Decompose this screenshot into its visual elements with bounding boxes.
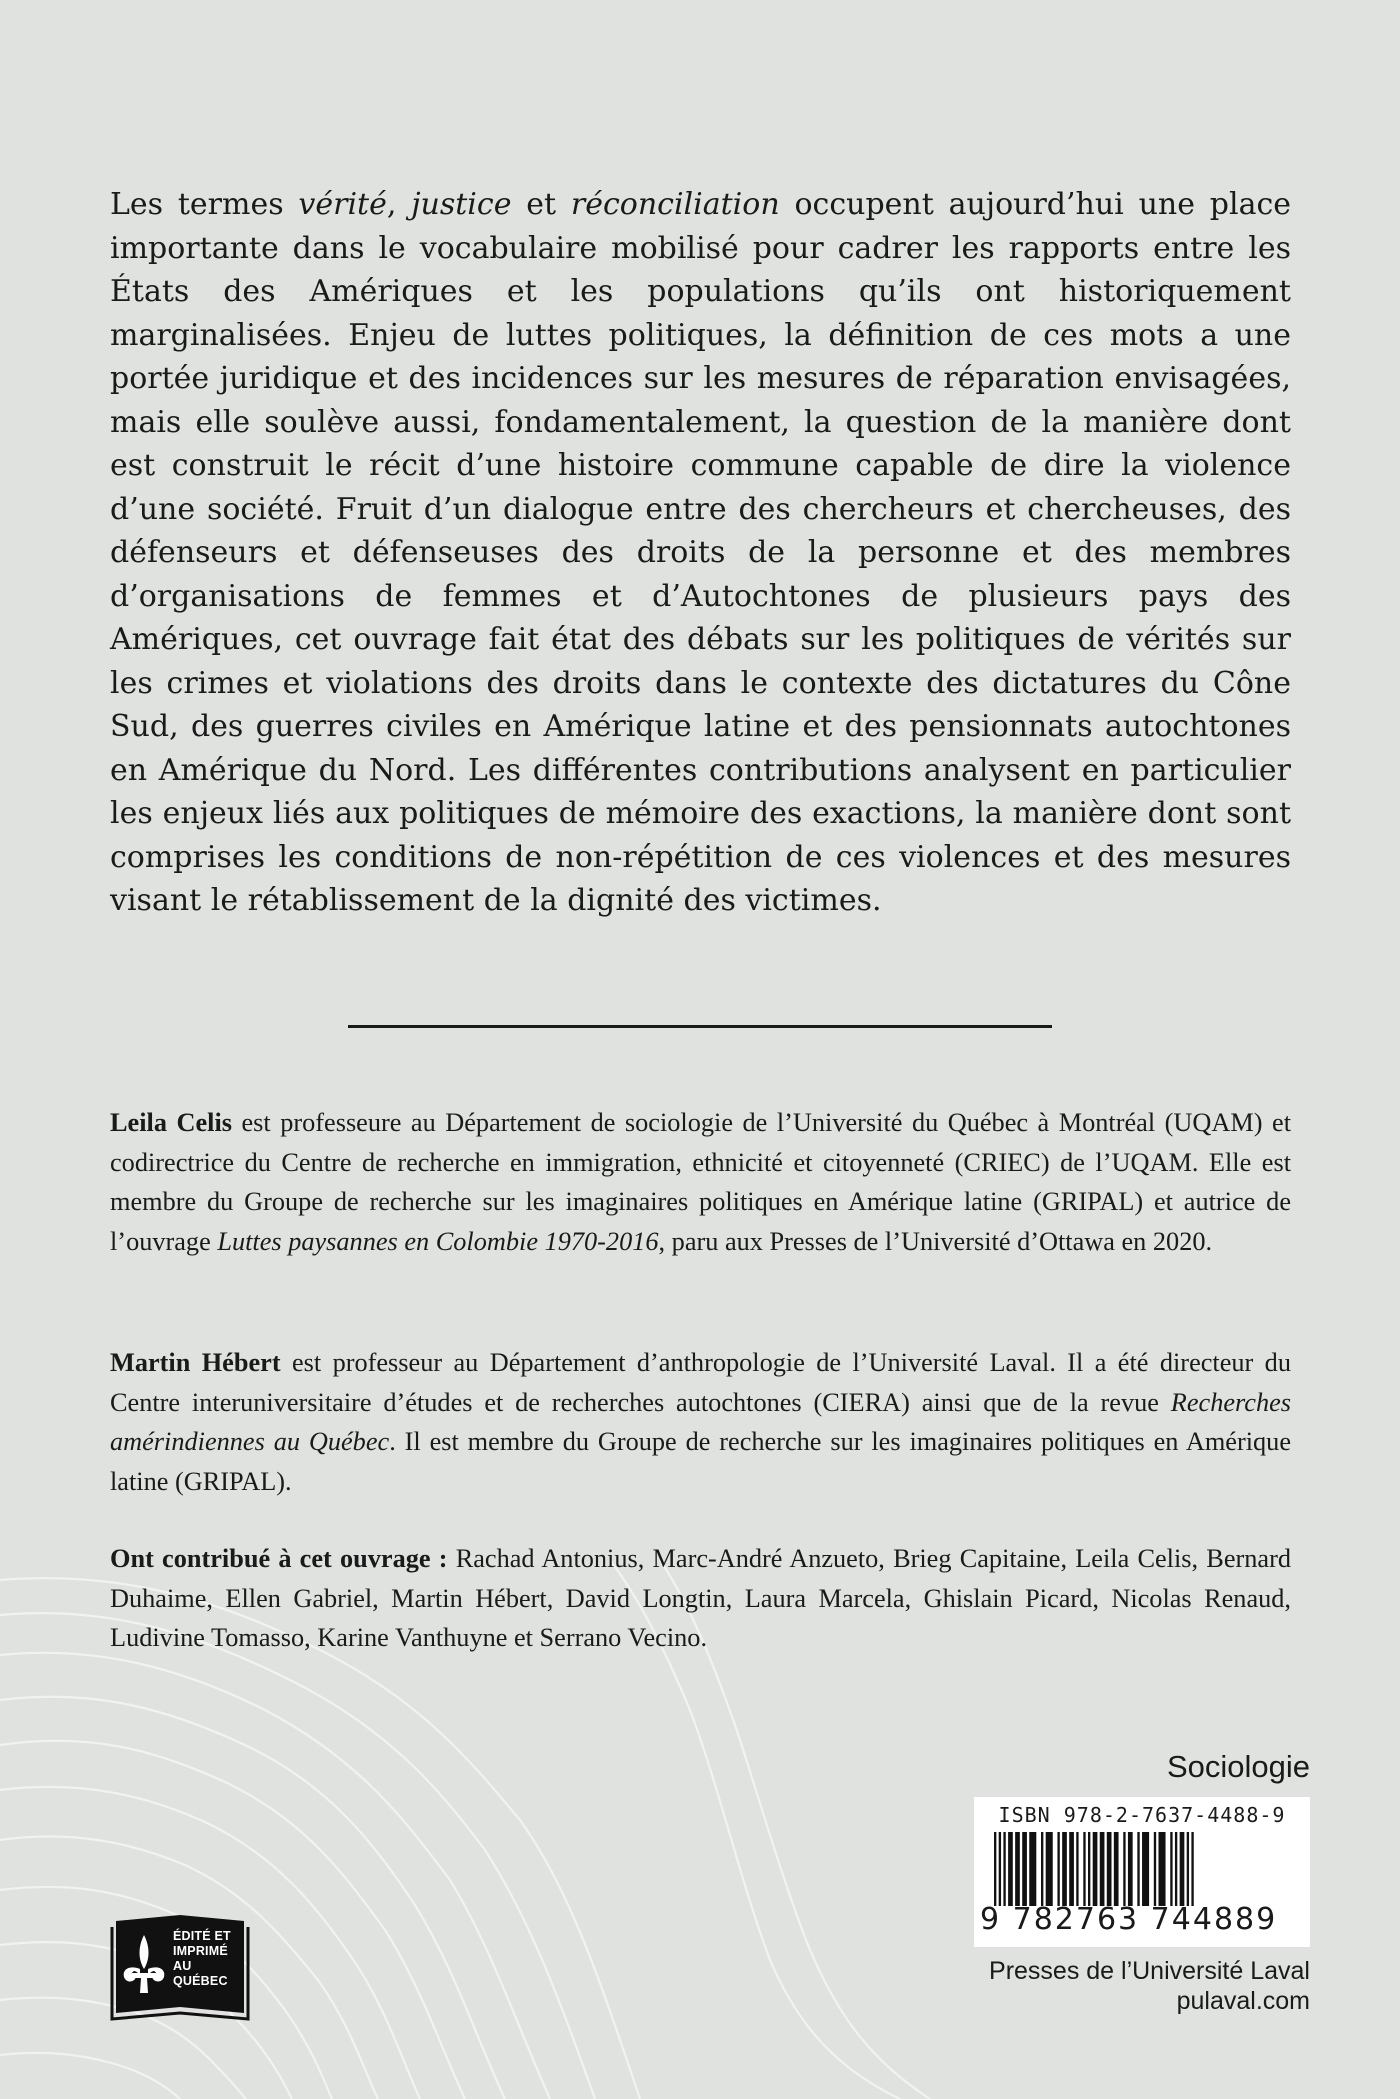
barcode-bar [1154,1832,1156,1906]
contributors-list [110,1539,1291,1658]
blurb-separator: et [511,187,571,222]
barcode-bar [1170,1832,1172,1906]
contributors-label: Ont contribué à cet ouvrage : [110,1544,448,1573]
logo-text [173,1929,249,1989]
barcode-bar [1191,1832,1193,1906]
category-label: Sociologie [1166,1749,1310,1784]
logo-line: IMPRIMÉ [173,1944,228,1958]
bio-text: , paru aux Presses de l’Université d’Ottawa en 2020. [658,1226,1213,1256]
publisher-block [989,1956,1310,2016]
barcode-bar [1123,1832,1125,1906]
publisher-name: Presses de l’Université Laval [989,1957,1310,1985]
barcode-bar [1142,1832,1149,1906]
isbn-text: ISBN 978-2-7637-4488-9 [998,1803,1286,1827]
back-cover-blurb [110,183,1291,923]
barcode-bar [1062,1832,1067,1906]
barcode-bar [1093,1832,1098,1906]
barcode-bar [1100,1832,1105,1906]
term-reconciliation: réconciliation [570,187,780,222]
author-bio-martin-hebert [110,1343,1291,1501]
barcode-bar [1128,1832,1133,1906]
blurb-separator: , [386,187,412,222]
barcode-bar [1175,1832,1177,1906]
barcode-bar [1041,1832,1043,1906]
barcode-bar [1029,1832,1036,1906]
bio-text: est professeure au Département de sociologie de l’Université du Québec à Montréal (UQAM) et codirectrice du Centre de recherche en immigration, ethnicité et citoyenneté (CRIEC) de l’UQAM. Elle est membre du Groupe de recherche sur les imaginaires politiques en Amérique latine (GRIPAL) et autrice de l’ouvrage [110,1108,1291,1256]
barcode-bar [1076,1832,1078,1906]
barcode-bar [1008,1832,1013,1906]
barcode-bar [999,1832,1001,1906]
barcode-bar [1003,1832,1005,1906]
barcode-bar [1046,1832,1053,1906]
publisher-url[interactable]: pulaval.com [1176,1987,1310,2015]
term-justice: justice [411,187,512,222]
journal-title: Recherches amérindiennes au Québec [110,1387,1291,1456]
barcode-bar [1069,1832,1074,1906]
barcode-bar [1083,1832,1085,1906]
edite-au-quebec-logo [110,1913,250,2021]
barcode-bar [1088,1832,1090,1906]
barcode-bar [1180,1832,1185,1906]
barcode-digits: 9 782763 744889 [980,1902,1278,1937]
author-name: Leila Celis [110,1108,232,1137]
barcode-bar [1022,1832,1027,1906]
barcode-bar [1057,1832,1059,1906]
barcode-bar [1159,1832,1166,1906]
barcode-bar [994,1832,996,1906]
author-bio-leila-celis [110,1103,1291,1261]
author-name: Martin Hébert [110,1348,281,1377]
barcode-bars [980,1832,1304,1906]
barcode-bar [1015,1832,1020,1906]
barcode-bar [1187,1832,1189,1906]
contributors-names: Rachad Antonius, Marc-André Anzueto, Brieg Capitaine, Leila Celis, Bernard Duhaime, Ellen Gabriel, Martin Hébert, David Longtin, Laura Marcela, Ghislain Picard, Nicolas Renaud, Ludivine Tomasso, Karine Vanthuyne et Serrano Vecino. [110,1544,1291,1652]
barcode-bar [1114,1832,1119,1906]
bio-text: . Il est membre du Groupe de recherche sur les imaginaires politiques en Amérique latine (GRIPAL). [110,1427,1291,1496]
book-title: Luttes paysannes en Colombie 1970-2016 [217,1226,659,1256]
section-divider [348,1025,1052,1028]
logo-line: AU QUÉBEC [173,1959,228,1988]
logo-line: ÉDITÉ ET [173,1929,231,1943]
barcode-bar [1107,1832,1112,1906]
term-verite: vérité [298,187,387,222]
barcode-bar [1137,1832,1139,1906]
blurb-body: occupent aujourd’hui une place importante dans le vocabulaire mobilisé pour cadrer les rapports entre les États des Amériques et les populations qu’ils ont historiquement marginalisées. Enjeu de luttes politiques, la définition de ces mots a une portée juridique et des incidences sur les mesures de réparation envisagées, mais elle soulève aussi, fondamentalement, la question de la manière dont est construit le récit d’une histoire commune capable de dire la violence d’une société. Fruit d’un dialogue entre des chercheurs et chercheuses, des défenseurs et défenseuses des droits de la personne et des membres d’organisations de femmes et d’Autochtones de plusieurs pays des Amériques, cet ouvrage fait état des débats sur les politiques de vérités sur les crimes et violations des droits dans le contexte des dictatures du Cône Sud, des guerres civiles en Amérique latine et des pensionnats autochtones en Amérique du Nord. Les différentes contributions analysent en particulier les enjeux liés aux politiques de mémoire des exactions, la manière dont sont comprises les conditions de non-répétition de ces violences et des mesures visant le rétablissement de la dignité des victimes. [110,187,1292,918]
bio-text: est professeur au Département d’anthropologie de l’Université Laval. Il a été directeur du Centre interuniversitaire d’études et de recherches autochtones (CIERA) ainsi que de la revue [110,1348,1291,1417]
blurb-lead: Les termes [110,187,299,222]
